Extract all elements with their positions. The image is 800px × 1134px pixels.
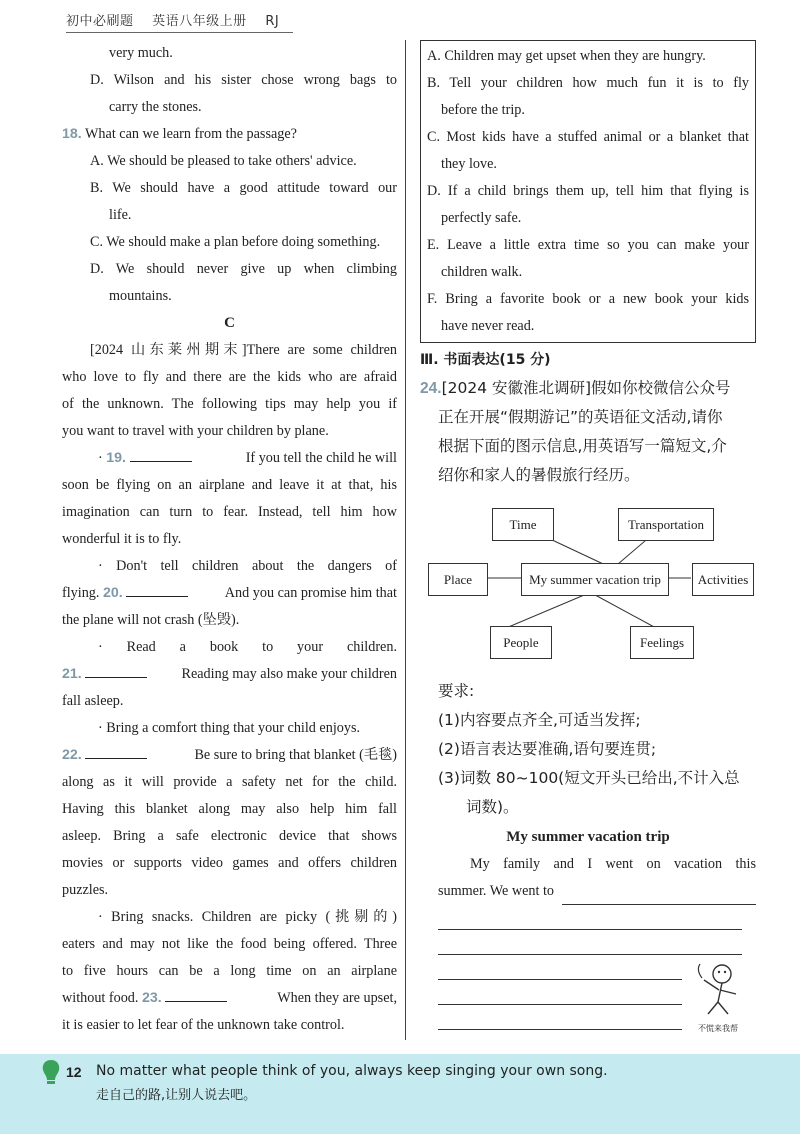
question-18 bbox=[62, 121, 397, 148]
blank-number: 21. bbox=[62, 666, 82, 682]
answer-blank-19[interactable] bbox=[130, 445, 192, 462]
text: flying. bbox=[62, 585, 100, 601]
task-text: 绍你和家人的暑假旅行经历。 bbox=[438, 466, 640, 484]
paragraph-line: · Don't tell children about the dangers of bbox=[98, 558, 397, 574]
essay-opening: My family and I went on vacation this bbox=[470, 856, 756, 872]
option-c-cont: they love. bbox=[441, 156, 497, 172]
writing-input[interactable] bbox=[562, 886, 756, 905]
page-number: 12 bbox=[66, 1064, 82, 1080]
option-18c: C. We should make a plan before doing something. bbox=[90, 234, 381, 250]
option-c: C. Most kids have a stuffed animal or a blanket that bbox=[427, 129, 749, 145]
right-column bbox=[420, 40, 756, 1030]
task-text: 正在开展“假期游记”的英语征文活动,请你 bbox=[438, 408, 723, 426]
paragraph-line: of the unknown. The following tips may help you if bbox=[62, 396, 397, 412]
option-d-cont: perfectly safe. bbox=[441, 210, 522, 226]
text-line: very much. bbox=[109, 45, 173, 61]
text: And you can promise him that bbox=[224, 585, 397, 601]
left-column bbox=[62, 40, 397, 1039]
requirements-title: 要求: bbox=[438, 682, 475, 700]
page-footer bbox=[0, 1054, 800, 1134]
mascot-drawing-icon bbox=[688, 960, 748, 1018]
requirement-3: (3)词数 80~100(短文开头已给出,不计入总 bbox=[438, 769, 740, 787]
paragraph-line: eaters and may not like the food being offered. Three bbox=[62, 936, 397, 952]
text: When they are upset, bbox=[277, 990, 397, 1006]
paragraph-line: it is easier to let fear of the unknown take control. bbox=[62, 1017, 345, 1033]
blank-number: 20. bbox=[102, 585, 123, 601]
writing-line[interactable] bbox=[438, 980, 682, 1005]
mascot-caption: 不慌来我帮 bbox=[698, 1024, 738, 1033]
node-time: Time bbox=[492, 508, 554, 541]
essay-title: My summer vacation trip bbox=[506, 829, 670, 845]
tip-20 bbox=[62, 580, 397, 607]
blank-number: 19. bbox=[106, 450, 127, 466]
option-f-cont: have never read. bbox=[441, 318, 535, 334]
writing-line[interactable] bbox=[438, 955, 682, 980]
lightbulb-icon bbox=[40, 1058, 62, 1086]
question-text: What can we learn from the passage? bbox=[85, 126, 297, 142]
node-place: Place bbox=[428, 563, 488, 596]
text: without food. bbox=[62, 990, 139, 1006]
options-box bbox=[420, 40, 756, 343]
option-a: A. Children may get upset when they are hungry. bbox=[427, 48, 706, 64]
node-people: People bbox=[490, 626, 552, 659]
quote-chinese: 走自己的路,让别人说去吧。 bbox=[96, 1088, 257, 1103]
writing-line[interactable] bbox=[438, 930, 742, 955]
paragraph-line: puzzles. bbox=[62, 882, 109, 898]
paragraph-line: wonderful it is to fly. bbox=[62, 531, 182, 547]
edition-label: RJ bbox=[265, 14, 280, 29]
quote-english: No matter what people think of you, always keep singing your own song. bbox=[96, 1063, 608, 1079]
option-17d-cont: carry the stones. bbox=[109, 99, 202, 115]
option-18d-cont: mountains. bbox=[109, 288, 172, 304]
option-e-cont: children walk. bbox=[441, 264, 523, 280]
book-title: 初中必刷题 bbox=[66, 14, 134, 29]
task-24 bbox=[420, 374, 756, 403]
paragraph-line: along as it will provide a safety net for the child. bbox=[62, 774, 397, 790]
node-transportation: Transportation bbox=[618, 508, 714, 541]
paragraph-line: imagination can turn to fear. Instead, tell him how bbox=[62, 504, 397, 520]
writing-line[interactable] bbox=[438, 1005, 682, 1030]
tip-23 bbox=[62, 985, 397, 1012]
paragraph-line: asleep. Bring a safe electronic device that shows bbox=[62, 828, 397, 844]
writing-line[interactable] bbox=[438, 905, 742, 930]
option-18a: A. We should be pleased to take others' advice. bbox=[90, 153, 357, 169]
paragraph-line: who love to fly and there are the kids who are afraid bbox=[62, 369, 397, 385]
tip-22 bbox=[62, 742, 397, 769]
mind-map bbox=[426, 498, 766, 673]
option-f: F. Bring a favorite book or a new book your kids bbox=[427, 291, 749, 307]
section-title: C bbox=[224, 315, 235, 331]
node-center: My summer vacation trip bbox=[521, 563, 669, 596]
paragraph-line: · Read a book to your children. bbox=[98, 639, 397, 655]
node-feelings: Feelings bbox=[630, 626, 694, 659]
paragraph-line: movies or supports video games and offers children bbox=[62, 855, 397, 871]
answer-blank-22[interactable] bbox=[85, 742, 147, 759]
paragraph-line: · Bring a comfort thing that your child enjoys. bbox=[98, 720, 361, 736]
question-number: 24. bbox=[420, 380, 442, 397]
paragraph-line: the plane will not crash (坠毁). bbox=[62, 612, 240, 628]
option-18b: B. We should have a good attitude toward our bbox=[90, 180, 397, 196]
question-number: 18. bbox=[62, 126, 82, 142]
option-18b-cont: life. bbox=[109, 207, 132, 223]
requirement-3-cont: 词数)。 bbox=[466, 798, 519, 816]
essay-opening-cont: summer. We went to bbox=[438, 883, 555, 899]
option-b: B. Tell your children how much fun it is to fly bbox=[427, 75, 749, 91]
column-divider bbox=[405, 40, 406, 1040]
answer-blank-23[interactable] bbox=[165, 985, 227, 1002]
tip-21 bbox=[62, 661, 397, 688]
task-text: 根据下面的图示信息,用英语写一篇短文,介 bbox=[438, 437, 727, 455]
text: If you tell the child he will bbox=[245, 450, 397, 466]
option-e: E. Leave a little extra time so you can make your bbox=[427, 237, 749, 253]
running-header bbox=[66, 10, 293, 33]
blank-number: 23. bbox=[142, 990, 162, 1006]
option-18d: D. We should never give up when climbing bbox=[90, 261, 397, 277]
paragraph-line: [2024 山东莱州期末]There are some children bbox=[90, 342, 397, 358]
cartoon-mascot bbox=[688, 960, 748, 1033]
option-d: D. If a child brings them up, tell him that flying is bbox=[427, 183, 749, 199]
option-17d: D. Wilson and his sister chose wrong bags to bbox=[90, 72, 397, 88]
paragraph-line: Having this blanket along may also help him fall bbox=[62, 801, 397, 817]
answer-blank-21[interactable] bbox=[85, 661, 147, 678]
bullet: · bbox=[98, 450, 107, 466]
requirement-1: (1)内容要点齐全,可适当发挥; bbox=[438, 711, 641, 729]
option-b-cont: before the trip. bbox=[441, 102, 525, 118]
paragraph-line: you want to travel with your children by plane. bbox=[62, 423, 329, 439]
blank-number: 22. bbox=[62, 747, 82, 763]
paragraph-line: soon be flying on an airplane and leave it at that, his bbox=[62, 477, 397, 493]
subject-label: 英语八年级上册 bbox=[152, 14, 247, 29]
paragraph-line: fall asleep. bbox=[62, 693, 124, 709]
paragraph-line: · Bring snacks. Children are picky (挑剔的) bbox=[98, 909, 397, 925]
text: Be sure to bring that blanket (毛毯) bbox=[194, 747, 397, 763]
paragraph-line: to five hours can be a long time on an airplane bbox=[62, 963, 397, 979]
requirement-2: (2)语言表达要准确,语句要连贯; bbox=[438, 740, 657, 758]
text: Reading may also make your children bbox=[181, 666, 397, 682]
task-text: [2024 安徽淮北调研]假如你校微信公众号 bbox=[441, 379, 731, 397]
writing-section-title: Ⅲ. 书面表达(15 分) bbox=[420, 352, 551, 368]
answer-blank-20[interactable] bbox=[126, 580, 188, 597]
tip-19 bbox=[62, 445, 397, 472]
node-activities: Activities bbox=[692, 563, 754, 596]
essay-start-line bbox=[420, 878, 756, 905]
